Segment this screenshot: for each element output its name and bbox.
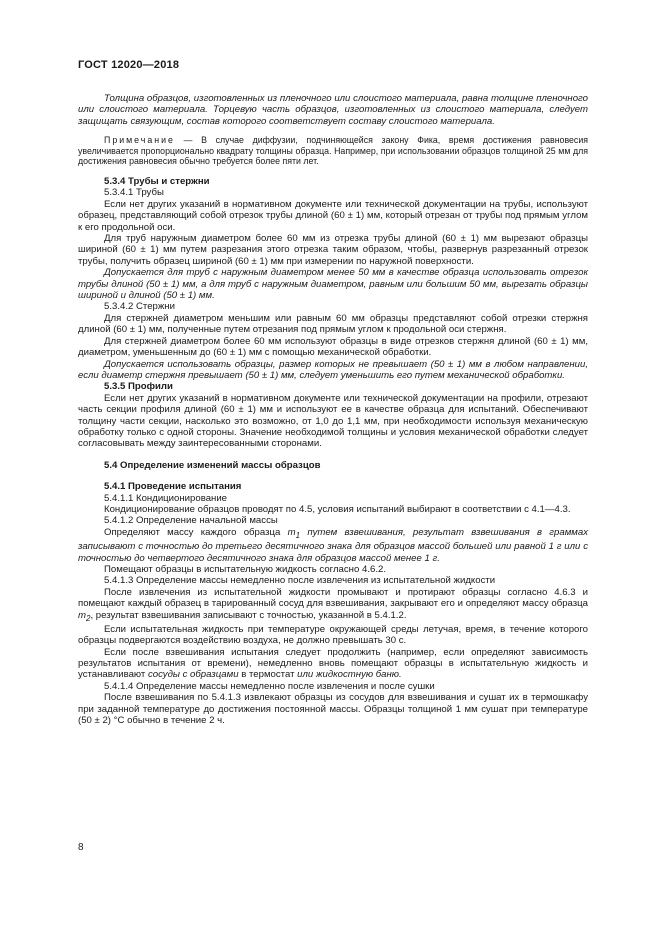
paragraph: Определяют массу каждого образца $m_1$ путем взвешивания, результат взвешивания в граммах записывают с точностью до третьего десятичного знака для образцов массой большей или равной 1 г или с точностью до четвертого десятичного знака для образцов массой менее 1 г. bbox=[78, 526, 588, 564]
paragraph: Допускается для труб с наружным диаметром менее 50 мм в качестве образца использовать отрезок трубы длиной (50 ± 1) мм, а для труб с наружным диаметром, равным или большим 50 мм, вырезать образцы шириной и длиной (50 ± 1) мм. bbox=[78, 267, 588, 302]
paragraph: Кондиционирование образцов проводят по 4.5, условия испытаний выбирают в соответствии с 4.1—4.3. bbox=[104, 503, 571, 515]
paragraph: Помещают образцы в испытательную жидкость согласно 4.6.2. bbox=[104, 563, 386, 575]
section-heading: 5.3.5 Профили bbox=[104, 381, 173, 393]
subsection-heading: 5.3.4.1 Трубы bbox=[104, 187, 164, 199]
paragraph: Если нет других указаний в нормативном документе или технической документации на трубы, используют образец, представляющий собой отрезок трубы длиной (60 ± 1) мм, который отрезан от трубы под прямым углом к его продольной оси. bbox=[78, 198, 588, 233]
section-heading: 5.4 Определение изменений массы образцов bbox=[104, 459, 321, 471]
subsection-heading: 5.4.1.3 Определение массы немедленно после извлечения из испытательной жидкости bbox=[104, 575, 496, 587]
paragraph: Толщина образцов, изготовленных из пленочного или слоистого материала, равна толщине пленочного или слоистого материала. Торцевую часть образцов, изготовленных из слоистого материала, следует защищать связующим, состав которого соответствует составу слоистого материала. bbox=[78, 93, 588, 127]
paragraph: Для стержней диаметром меньшим или равным 60 мм образцы представляют собой отрезки стержня длиной (60 ± 1) мм, полученные путем отрезания под прямым углом к продольной оси стержня. bbox=[78, 312, 588, 336]
document-header: ГОСТ 12020—2018 bbox=[78, 59, 180, 71]
paragraph: Если нет других указаний в нормативном документе или технической документации на профили, отрезают часть секции профиля длиной (60 ± 1) мм и используют ее в качестве образца для испытаний. Обеспечивают толщину части секции, насколько это возможно, от 1,0 до 1,1 мм, при необходимости используя механическую обработку только с одной стороны. Значение необходимой толщины и условия механической обработки следует согласовывать между заинтересованными сторонами. bbox=[78, 392, 588, 450]
page-number: 8 bbox=[78, 842, 84, 853]
note-text: В случае диффузии, подчиняющейся закону Фика, время достижения равновесия увеличивается пропорционально квадрату толщины образца. Например, при использовании образцов толщиной 25 мм для достижения равновесия обычно требуется более пяти лет. bbox=[78, 135, 588, 167]
subsection-heading: 5.4.1.1 Кондиционирование bbox=[104, 492, 228, 504]
section-heading: 5.3.4 Трубы и стержни bbox=[104, 176, 210, 187]
paragraph: Для стержней диаметром более 60 мм используют образцы в виде отрезков стержня длиной (60 ± 1) мм, диаметром, уменьшенным до (60 ± 1) мм с помощью механической обработки. bbox=[78, 335, 588, 359]
paragraph: После извлечения из испытательной жидкости промывают и протирают образцы согласно 4.6.3 и помещают каждый образец в тарированный сосуд для взвешивания, закрывают его и определяют массу образца $m_2$, результат взвешивания записывают с точностью, указанной в 5.4.1.2. bbox=[78, 586, 588, 623]
formula-m1: $m_1$ bbox=[287, 526, 301, 540]
subsection-heading: 5.4.1.2 Определение начальной массы bbox=[104, 515, 278, 527]
subsection-heading: 5.4.1.4 Определение массы немедленно после извлечения и после сушки bbox=[104, 680, 435, 692]
note: Примечание — В случае диффузии, подчиняющейся закону Фика, время достижения равновесия увеличивается пропорционально квадрату толщины образца. Например, при использовании образцов толщиной 25 мм для достижения равновесия обычно требуется более пяти лет. bbox=[78, 135, 588, 167]
paragraph: Если после взвешивания испытания следует продолжить (например, если определяют зависимость результатов испытания от времени), немедленно вновь помещают образцы в испытательную жидкость и устанавливают сосуды с образцами в термостат или жидкостную баню. bbox=[78, 646, 588, 681]
subsection-heading: 5.3.4.2 Стержни bbox=[104, 301, 175, 313]
paragraph: Для труб наружным диаметром более 60 мм из отрезка трубы длиной (60 ± 1) мм вырезают образцы шириной (60 ± 1) мм путем разрезания этого отрезка таким образом, чтобы, развернув разрезанный отрезок трубы, получить образец шириной (60 ± 1) мм при измерении по наружной поверхности. bbox=[78, 233, 588, 267]
paragraph: Если испытательная жидкость при температуре окружающей среды летучая, время, в течение которого образцы подвергаются воздействию воздуха, не должно превышать 30 с. bbox=[78, 623, 588, 647]
paragraph: После взвешивания по 5.4.1.3 извлекают образцы из сосудов для взвешивания и сушат их в термошкафу при заданной температуре до достижения постоянной массы. Образцы толщиной 1 мм сушат при температуре (50 ± 2) °С обычно в течение 2 ч. bbox=[78, 692, 588, 727]
paragraph: Допускается использовать образцы, размер которых не превышает (50 ± 1) мм в любом направлении, если диаметр стержня превышает (50 ± 1) мм, следует уменьшить его путем механической обработки. bbox=[78, 358, 588, 381]
note-label: Примечание bbox=[104, 135, 175, 146]
page-body bbox=[78, 93, 588, 727]
formula-m2: $m_2$ bbox=[78, 609, 91, 623]
section-heading: 5.4.1 Проведение испытания bbox=[104, 481, 242, 493]
